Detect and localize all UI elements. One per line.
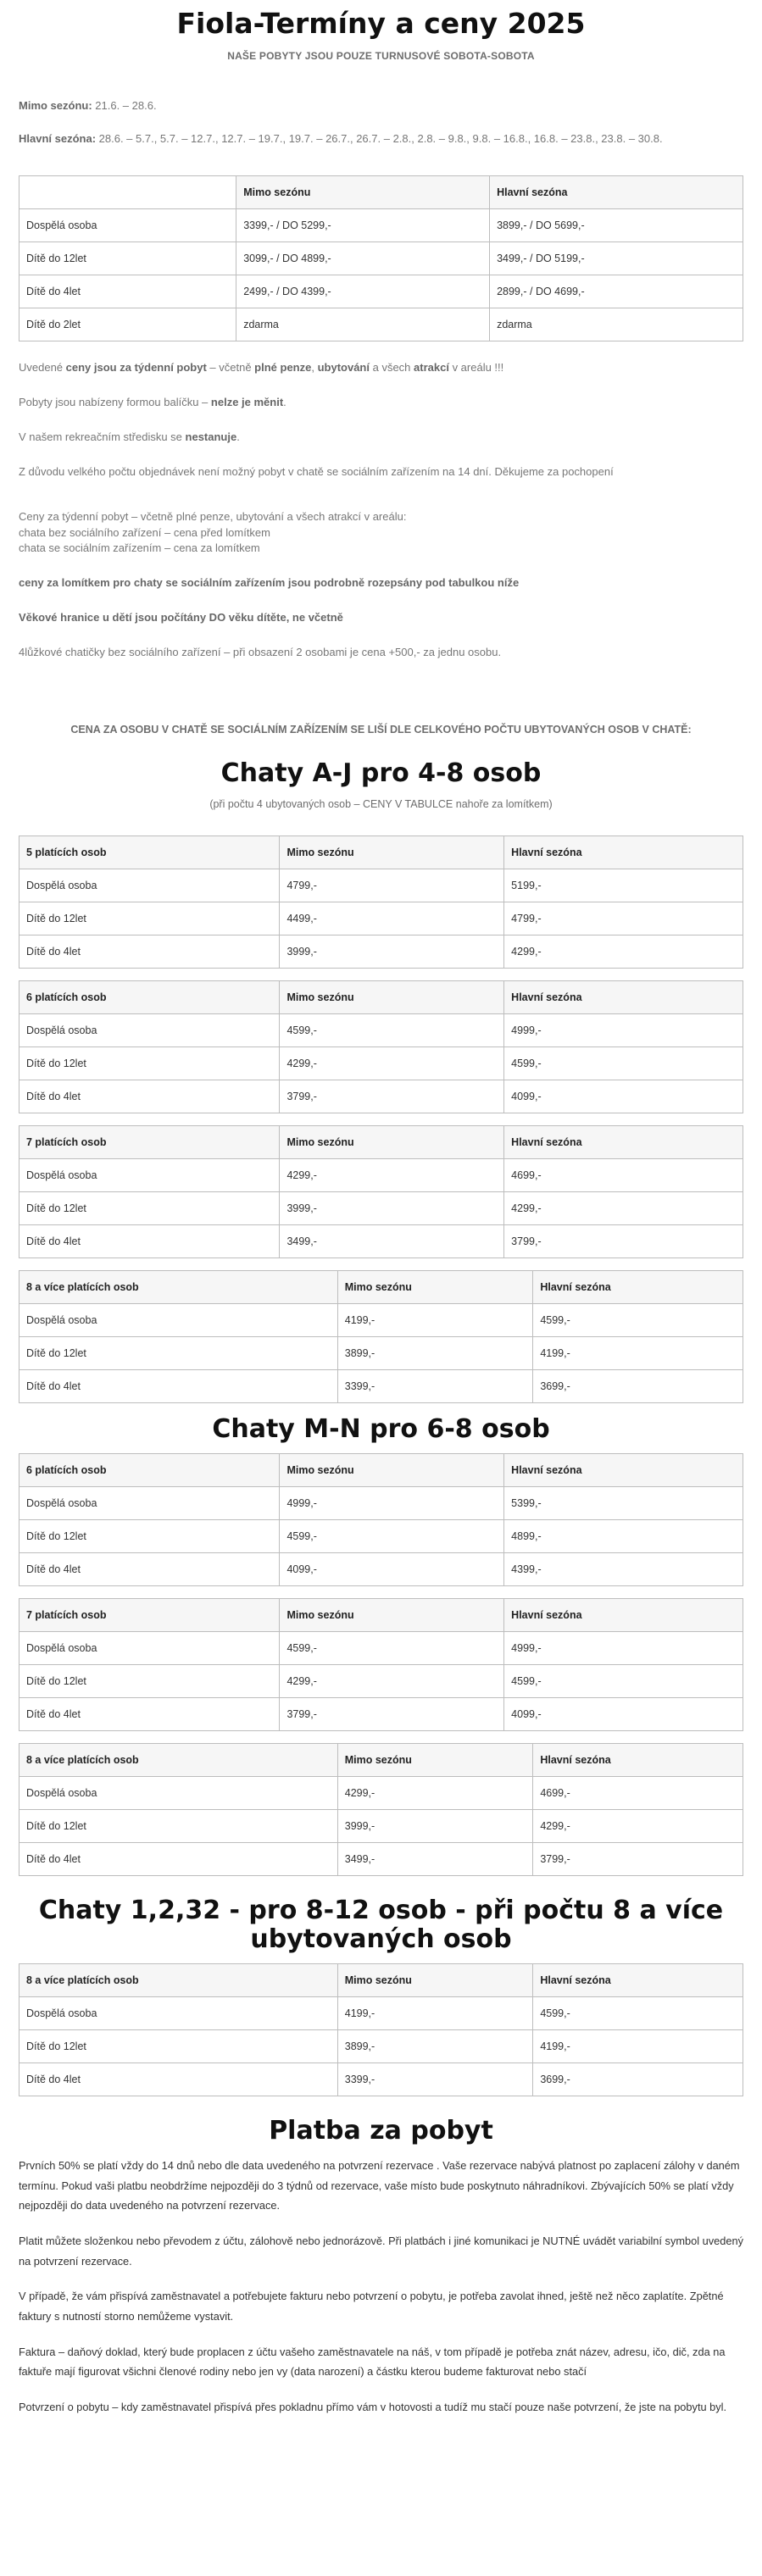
table-cell: 3499,- <box>280 1224 504 1257</box>
table-header-cell: 8 a více platících osob <box>19 1744 338 1777</box>
table-cell: 3699,- <box>533 2063 743 2096</box>
table-cell: 4699,- <box>533 1777 743 1810</box>
table-cell: Dítě do 12let <box>19 1520 280 1553</box>
table-cell: 3499,- / DO 5199,- <box>490 242 743 275</box>
table-header-row <box>19 980 743 1013</box>
table-cell: 3099,- / DO 4899,- <box>236 242 490 275</box>
note-no-camping: V našem rekreačním středisku se nestanuje. <box>19 430 240 444</box>
table-cell: Dítě do 12let <box>19 1191 280 1224</box>
table-cell: 4299,- <box>504 935 743 968</box>
note-age-limits: Věkové hranice u dětí jsou počítány DO věku dítěte, ne včetně <box>19 611 343 625</box>
tables-132 <box>19 1963 743 2096</box>
table-cell: Dítě do 4let <box>19 275 236 308</box>
table-cell: 4299,- <box>280 1046 504 1080</box>
table-cell: 4099,- <box>504 1080 743 1113</box>
table-header-cell: Mimo sezónu <box>280 1454 504 1487</box>
table-row <box>19 1487 743 1520</box>
table-cell: 4299,- <box>533 1810 743 1843</box>
table-row <box>19 275 743 308</box>
table-cell: Dospělá osoba <box>19 1013 280 1046</box>
table-cell: 3399,- <box>337 1369 533 1402</box>
table-header-cell: Mimo sezónu <box>280 980 504 1013</box>
table-row <box>19 1520 743 1553</box>
price-per-person-note: CENA ZA OSOBU V CHATĚ SE SOCIÁLNÍM ZAŘÍZENÍM SE LIŠÍ DLE CELKOVÉHO POČTU UBYTOVANÝCH OSOB V CHATĚ: <box>70 723 692 736</box>
table-cell: Dítě do 4let <box>19 1369 338 1402</box>
price-table <box>19 980 743 1113</box>
table-row <box>19 1553 743 1586</box>
table-cell: 4799,- <box>280 869 504 902</box>
table-header-cell: 6 platících osob <box>19 980 280 1013</box>
price-table <box>19 1598 743 1731</box>
table-row <box>19 1665 743 1698</box>
table-cell: 5399,- <box>504 1487 743 1520</box>
table-header-cell: Mimo sezónu <box>337 1964 533 1997</box>
table-cell: 4599,- <box>504 1046 743 1080</box>
table-row <box>19 1997 743 2030</box>
table-header-row <box>19 176 743 209</box>
table-header-cell: Hlavní sezóna <box>504 980 743 1013</box>
table-header-row <box>19 1964 743 1997</box>
payment-paragraph: Potvrzení o pobytu – kdy zaměstnavatel přispívá přes pokladnu přímo vám v hotovosti a tudíž mu stačí pouze naše potvrzení, že jste na pobytu byl. <box>19 2401 727 2414</box>
table-header-cell: 5 platících osob <box>19 836 280 869</box>
table-header-cell: Hlavní sezóna <box>533 1964 743 1997</box>
note-slash-prices: ceny za lomítkem pro chaty se sociálním zařízením jsou podrobně rozepsány pod tabulkou níže <box>19 576 520 590</box>
table-row <box>19 1191 743 1224</box>
table-cell: 4199,- <box>337 1303 533 1336</box>
table-header-cell: Mimo sezónu <box>236 176 490 209</box>
table-cell: Dítě do 12let <box>19 1046 280 1080</box>
table-header-cell: Hlavní sezóna <box>504 1125 743 1158</box>
table-header-cell: 8 a více platících osob <box>19 1270 338 1303</box>
table-cell: 4999,- <box>504 1013 743 1046</box>
table-cell: Dítě do 4let <box>19 935 280 968</box>
table-header-cell: Mimo sezónu <box>280 1125 504 1158</box>
table-row <box>19 1810 743 1843</box>
table-cell: 3399,- / DO 5299,- <box>236 209 490 242</box>
payment-paragraph: V případě, že vám přispívá zaměstnavatel a potřebujete fakturu nebo potvrzení o pobytu, je potřeba zavolat ihned, ještě než něco zaplatíte. Zpětné faktury s nutností storno nemůžeme vystavit. <box>19 2290 724 2323</box>
table-cell: Dítě do 4let <box>19 2063 338 2096</box>
price-table <box>19 1743 743 1876</box>
table-cell: 4999,- <box>504 1632 743 1665</box>
table-cell: Dítě do 12let <box>19 1336 338 1369</box>
table-row <box>19 308 743 341</box>
table-cell: 3999,- <box>337 1810 533 1843</box>
note-14-days: Z důvodu velkého počtu objednávek není možný pobyt v chatě se sociálním zařízením na 14 dní. Děkujeme za pochopení <box>19 464 614 478</box>
payment-paragraph: Prvních 50% se platí vždy do 14 dnů nebo dle data uvedeného na potvrzení rezervace . Vaše rezervace nabývá platnost po zaplacení zálohy v daném termínu. Pokud vaši platbu neobdržíme nejpozději do 3 týdnů od rezervace, vaše místo bude poskytnuto náhradníkovi. Zbývajících 50% se platí vždy nejpozději do data uvedeného na potvrzení rezervace. <box>19 2159 740 2212</box>
table-cell: 4099,- <box>280 1553 504 1586</box>
price-table <box>19 836 743 969</box>
table-cell: Dítě do 4let <box>19 1224 280 1257</box>
table-row <box>19 1013 743 1046</box>
table-cell: 4199,- <box>533 1336 743 1369</box>
table-cell: 3799,- <box>533 1843 743 1876</box>
table-cell: 4299,- <box>504 1191 743 1224</box>
table-cell: 4199,- <box>533 2030 743 2063</box>
table-cell: 3699,- <box>533 1369 743 1402</box>
table-row <box>19 1303 743 1336</box>
table-header-cell: Hlavní sezóna <box>504 1454 743 1487</box>
table-row <box>19 1369 743 1402</box>
table-header-row <box>19 1599 743 1632</box>
table-cell: 4499,- <box>280 902 504 935</box>
table-cell: zdarma <box>236 308 490 341</box>
table-cell: Dítě do 4let <box>19 1843 338 1876</box>
table-row <box>19 1080 743 1113</box>
table-cell: Dospělá osoba <box>19 869 280 902</box>
table-header-cell <box>19 176 236 209</box>
table-cell: Dospělá osoba <box>19 209 236 242</box>
price-table <box>19 1125 743 1258</box>
table-cell: Dítě do 2let <box>19 308 236 341</box>
table-header-cell: 7 platících osob <box>19 1125 280 1158</box>
table-cell: Dospělá osoba <box>19 1158 280 1191</box>
table-header-cell: 6 platících osob <box>19 1454 280 1487</box>
table-cell: Dítě do 12let <box>19 1810 338 1843</box>
table-header-cell: Hlavní sezóna <box>490 176 743 209</box>
table-cell: 3799,- <box>280 1080 504 1113</box>
tables-mn <box>19 1453 743 1876</box>
table-cell: 2499,- / DO 4399,- <box>236 275 490 308</box>
table-row <box>19 1777 743 1810</box>
table-cell: 3999,- <box>280 1191 504 1224</box>
table-header-cell: 8 a více platících osob <box>19 1964 338 1997</box>
table-row <box>19 1843 743 1876</box>
table-header-cell: Hlavní sezóna <box>533 1744 743 1777</box>
table-cell: 4599,- <box>280 1013 504 1046</box>
table-cell: Dítě do 12let <box>19 242 236 275</box>
table-cell: 2899,- / DO 4699,- <box>490 275 743 308</box>
table-cell: Dítě do 4let <box>19 1553 280 1586</box>
table-cell: 4299,- <box>280 1158 504 1191</box>
table-cell: 4399,- <box>504 1553 743 1586</box>
table-row <box>19 1158 743 1191</box>
table-row <box>19 1632 743 1665</box>
table-cell: Dítě do 12let <box>19 902 280 935</box>
tables-aj <box>19 836 743 1403</box>
table-cell: Dospělá osoba <box>19 1632 280 1665</box>
table-cell: 3999,- <box>280 935 504 968</box>
payment-paragraph: Faktura – daňový doklad, který bude proplacen z účtu vašeho zaměstnavatele na náš, v tom případě je potřeba znát název, adresu, ičo, dič, zda na faktuře mají figurovat všichni členové rodiny nebo jen vy (data narození) a částku kterou budeme fakturovat nebo stačí <box>19 2345 726 2379</box>
table-header-row <box>19 1744 743 1777</box>
table-cell: 3899,- / DO 5699,- <box>490 209 743 242</box>
table-header-cell: 7 platících osob <box>19 1599 280 1632</box>
table-cell: 3899,- <box>337 2030 533 2063</box>
table-cell: 4599,- <box>504 1665 743 1698</box>
table-cell: 4199,- <box>337 1997 533 2030</box>
table-row <box>19 2063 743 2096</box>
section-title-132: Chaty 1,2,32 - pro 8-12 osob - při počtu 8 a více ubytovaných osob <box>38 1896 724 1954</box>
table-cell: 4699,- <box>504 1158 743 1191</box>
table-row <box>19 1046 743 1080</box>
season-main: Hlavní sezóna: 28.6. – 5.7., 5.7. – 12.7., 12.7. – 19.7., 19.7. – 26.7., 26.7. – 2.8., 2.8. – 9.8., 9.8. – 16.8., 16.8. – 23.8., 23.8. – 30.8. <box>19 131 663 145</box>
base-price-table <box>19 175 743 341</box>
table-header-cell: Mimo sezónu <box>280 1599 504 1632</box>
table-header-row <box>19 1454 743 1487</box>
table-header-row <box>19 836 743 869</box>
table-cell: 4599,- <box>280 1520 504 1553</box>
table-row <box>19 242 743 275</box>
table-row <box>19 902 743 935</box>
table-cell: 4599,- <box>533 1997 743 2030</box>
table-header-row <box>19 1125 743 1158</box>
price-table <box>19 1270 743 1403</box>
table-row <box>19 209 743 242</box>
note-4-bed: 4lůžkové chatičky bez sociálního zařízení – při obsazení 2 osobami je cena +500,- za jednu osobu. <box>19 645 502 658</box>
table-cell: 4999,- <box>280 1487 504 1520</box>
table-cell: Dospělá osoba <box>19 1303 338 1336</box>
section-note-aj: (při počtu 4 ubytovaných osob – CENY V TABULCE nahoře za lomítkem) <box>209 797 553 810</box>
payment-section <box>19 2156 743 2418</box>
table-header-cell: Hlavní sezóna <box>533 1270 743 1303</box>
table-cell: 4799,- <box>504 902 743 935</box>
table-row <box>19 869 743 902</box>
table-cell: Dospělá osoba <box>19 1997 338 2030</box>
table-cell: 5199,- <box>504 869 743 902</box>
season-off: Mimo sezónu: 21.6. – 28.6. <box>19 98 157 112</box>
table-cell: Dítě do 4let <box>19 1698 280 1731</box>
table-cell: Dospělá osoba <box>19 1777 338 1810</box>
info-notes <box>19 360 743 660</box>
section-title-aj: Chaty A-J pro 4-8 osob <box>220 758 542 788</box>
table-row <box>19 1336 743 1369</box>
table-row <box>19 2030 743 2063</box>
table-cell: 4099,- <box>504 1698 743 1731</box>
note-weekly-price: Uvedené ceny jsou za týdenní pobyt – včetně plné penze, ubytování a všech atrakcí v areálu !!! <box>19 361 504 375</box>
table-cell: 4599,- <box>280 1632 504 1665</box>
payment-paragraph: Platit můžete složenkou nebo převodem z účtu, zálohově nebo jednorázově. Při platbách i jiné komunikaci je NUTNÉ uvádět variabilní symbol uvedený na potvrzení rezervace. <box>19 2235 744 2268</box>
table-cell: Dítě do 12let <box>19 1665 280 1698</box>
table-row <box>19 1224 743 1257</box>
note-package: Pobyty jsou nabízeny formou balíčku – nelze je měnit. <box>19 396 286 409</box>
price-table <box>19 1963 743 2096</box>
payment-title: Platba za pobyt <box>269 2116 493 2146</box>
table-cell: 4599,- <box>533 1303 743 1336</box>
table-cell: 3399,- <box>337 2063 533 2096</box>
table-cell: 4899,- <box>504 1520 743 1553</box>
price-table <box>19 1453 743 1586</box>
table-cell: 3499,- <box>337 1843 533 1876</box>
section-title-mn: Chaty M-N pro 6-8 osob <box>212 1413 550 1444</box>
table-cell: Dospělá osoba <box>19 1487 280 1520</box>
table-header-row <box>19 1270 743 1303</box>
table-cell: Dítě do 4let <box>19 1080 280 1113</box>
table-cell: zdarma <box>490 308 743 341</box>
table-cell: Dítě do 12let <box>19 2030 338 2063</box>
table-header-cell: Mimo sezónu <box>280 836 504 869</box>
table-header-cell: Mimo sezónu <box>337 1270 533 1303</box>
table-row <box>19 935 743 968</box>
table-row <box>19 1698 743 1731</box>
page-subtitle: NAŠE POBYTY JSOU POUZE TURNUSOVÉ SOBOTA-SOBOTA <box>227 50 535 63</box>
table-cell: 3899,- <box>337 1336 533 1369</box>
table-cell: 3799,- <box>504 1224 743 1257</box>
table-header-cell: Mimo sezónu <box>337 1744 533 1777</box>
table-header-cell: Hlavní sezóna <box>504 836 743 869</box>
table-cell: 4299,- <box>337 1777 533 1810</box>
note-price-explain: Ceny za týdenní pobyt – včetně plné penze, ubytování a všech atrakcí v areálu: chata bez sociálního zařízení – cena před lomítkem chata se sociálním zařízením – cena za lomítkem <box>19 509 407 555</box>
table-cell: 4299,- <box>280 1665 504 1698</box>
table-header-cell: Hlavní sezóna <box>504 1599 743 1632</box>
table-cell: 3799,- <box>280 1698 504 1731</box>
page-title: Fiola-Termíny a ceny 2025 <box>176 7 586 40</box>
